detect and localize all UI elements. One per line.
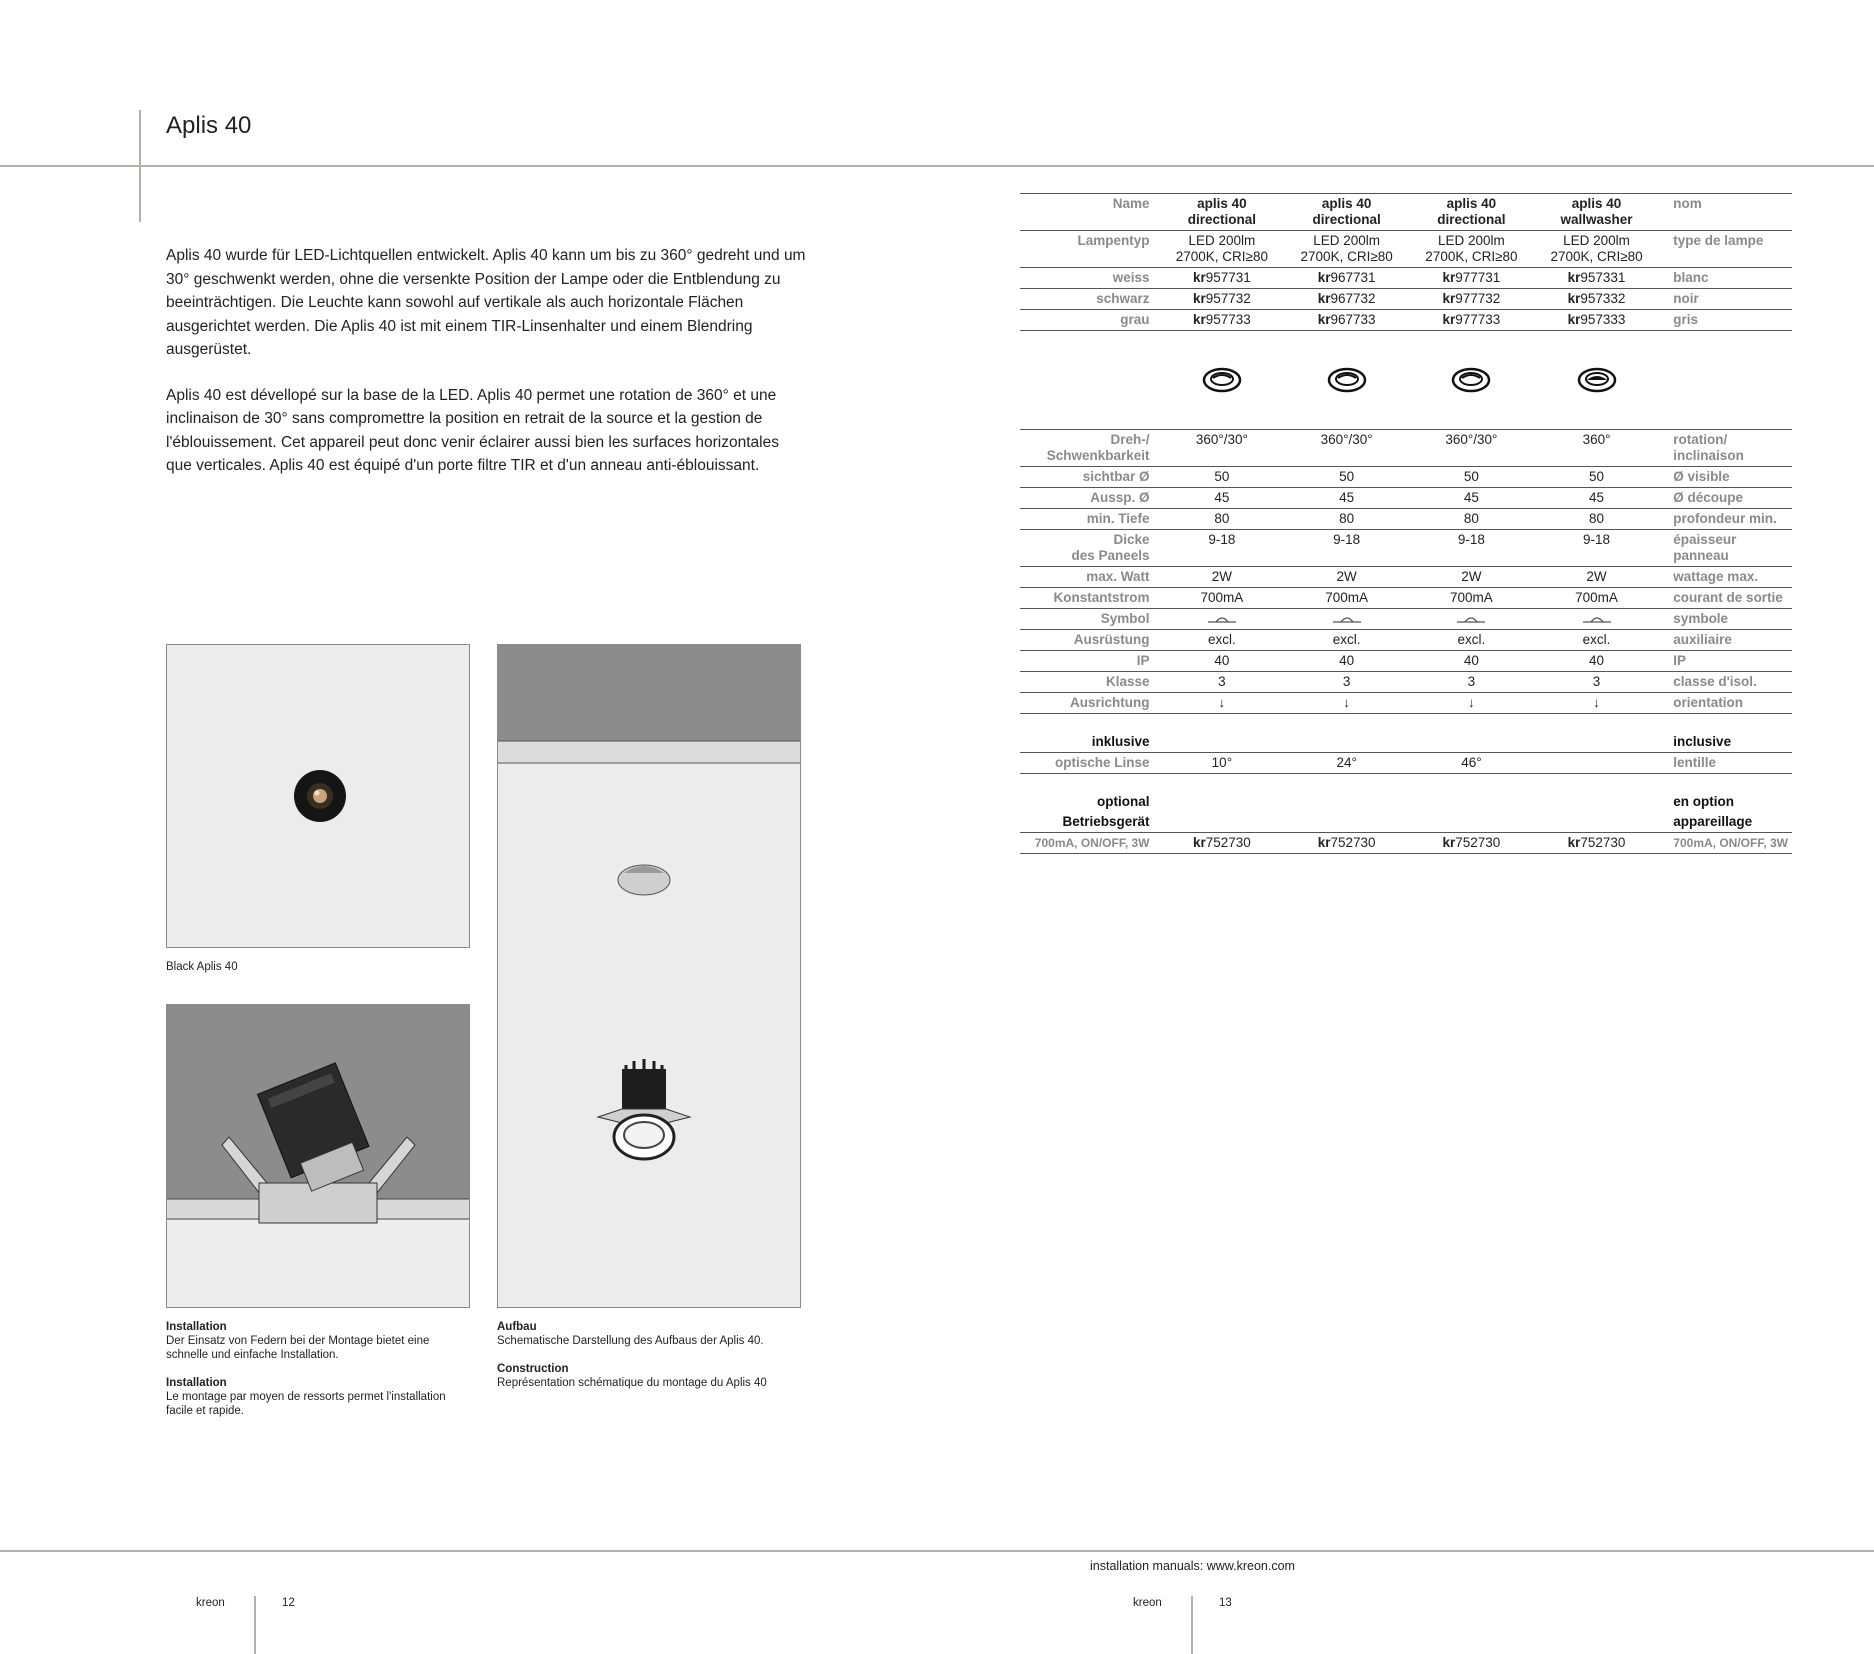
row-lamp-fr: type de lampe xyxy=(1659,231,1792,268)
installation-illustration xyxy=(166,1004,470,1308)
row-spec-fr: Ø découpe xyxy=(1659,488,1792,509)
row-spec-value: 3 xyxy=(1409,672,1534,693)
row-spec-value: 40 xyxy=(1284,651,1409,672)
row-spec-value: 45 xyxy=(1284,488,1409,509)
row-code-grau xyxy=(1020,310,1792,331)
row-spec-value: excl. xyxy=(1534,630,1660,651)
page-title: Aplis 40 xyxy=(166,112,252,139)
row-name-value: aplis 40 directional xyxy=(1160,194,1285,231)
down-arrow-icon: ↓ xyxy=(1284,693,1409,714)
construction-text-de: Schematische Darstellung des Aufbaus der Aplis 40. xyxy=(497,1335,764,1347)
row-optional-value xyxy=(1409,792,1534,812)
installation-drawing-icon xyxy=(167,1005,469,1307)
row-spec-value: 50 xyxy=(1160,467,1285,488)
row-spec xyxy=(1020,467,1792,488)
icon-spacer-fr xyxy=(1659,331,1792,430)
bottom-rule xyxy=(0,1550,1874,1552)
row-spec-value: 700mA xyxy=(1534,588,1660,609)
luminaire-icon xyxy=(1409,331,1534,430)
row-symbol xyxy=(1020,609,1792,630)
row-lens-value: 46° xyxy=(1409,753,1534,774)
article-number: kr957732 xyxy=(1160,289,1285,310)
row-lens xyxy=(1020,753,1792,774)
row-spec-value: 2W xyxy=(1284,567,1409,588)
row-orientation xyxy=(1020,693,1792,714)
down-arrow-icon: ↓ xyxy=(1409,693,1534,714)
article-number: kr957332 xyxy=(1534,289,1660,310)
row-optional xyxy=(1020,792,1792,812)
construction-drawing-icon xyxy=(498,645,800,1307)
row-spec-value: 9-18 xyxy=(1534,530,1660,567)
row-spec xyxy=(1020,588,1792,609)
row-inclusive-value xyxy=(1160,732,1285,753)
row-driver-article xyxy=(1020,833,1792,854)
row-code-schwarz xyxy=(1020,289,1792,310)
product-photo xyxy=(166,644,470,948)
row-spec xyxy=(1020,672,1792,693)
row-spec-label: max. Watt xyxy=(1020,567,1160,588)
row-name-value: aplis 40 directional xyxy=(1409,194,1534,231)
row-spec-label: Konstantstrom xyxy=(1020,588,1160,609)
row-name-label: Name xyxy=(1020,194,1160,231)
article-number: kr957733 xyxy=(1160,310,1285,331)
row-lamp-value: LED 200lm 2700K, CRI≥80 xyxy=(1534,231,1660,268)
row-driver-label: Betriebsgerät xyxy=(1020,812,1160,833)
recessed-symbol-icon xyxy=(1582,613,1612,625)
article-number: kr957333 xyxy=(1534,310,1660,331)
row-inclusive xyxy=(1020,732,1792,753)
row-spec-value: 9-18 xyxy=(1160,530,1285,567)
row-spec-label: Aussp. Ø xyxy=(1020,488,1160,509)
row-code-schwarz-fr: noir xyxy=(1659,289,1792,310)
row-spec xyxy=(1020,630,1792,651)
row-name-fr: nom xyxy=(1659,194,1792,231)
row-spec-value: 360°/30° xyxy=(1284,430,1409,467)
footer-manuals: installation manuals: www.kreon.com xyxy=(1090,1559,1295,1573)
row-inclusive-value xyxy=(1534,732,1660,753)
row-spec xyxy=(1020,488,1792,509)
luminaire-photo-icon xyxy=(167,645,469,947)
row-spec-value: 3 xyxy=(1160,672,1285,693)
row-spec-value: 80 xyxy=(1160,509,1285,530)
row-spec-value: 360°/30° xyxy=(1160,430,1285,467)
installation-title-fr: Installation xyxy=(166,1377,227,1389)
article-number: kr977733 xyxy=(1409,310,1534,331)
top-rule xyxy=(0,165,1874,167)
row-spec-value: 9-18 xyxy=(1409,530,1534,567)
row-orientation-fr: orientation xyxy=(1659,693,1792,714)
row-spec-value: 40 xyxy=(1534,651,1660,672)
row-spec-value: 80 xyxy=(1534,509,1660,530)
recessed-symbol-icon xyxy=(1332,613,1362,625)
row-lens-value xyxy=(1534,753,1660,774)
row-driver-fr: appareillage xyxy=(1659,812,1792,833)
row-spec-value: 3 xyxy=(1534,672,1660,693)
construction-title-fr: Construction xyxy=(497,1363,569,1375)
article-number: kr752730 xyxy=(1534,833,1660,854)
down-arrow-icon: ↓ xyxy=(1534,693,1660,714)
footer-divider-left xyxy=(254,1596,256,1654)
row-spec xyxy=(1020,530,1792,567)
row-spec xyxy=(1020,651,1792,672)
row-lens-value: 24° xyxy=(1284,753,1409,774)
luminaire-icon xyxy=(1284,331,1409,430)
luminaire-icon xyxy=(1534,331,1660,430)
article-number: kr977731 xyxy=(1409,268,1534,289)
row-spec-value: 9-18 xyxy=(1284,530,1409,567)
row-spec-value: 2W xyxy=(1409,567,1534,588)
row-inclusive-label: inklusive xyxy=(1020,732,1160,753)
description xyxy=(166,244,806,500)
description-de: Aplis 40 wurde für LED-Lichtquellen entwickelt. Aplis 40 kann um bis zu 360° gedreht und um 30° geschwenkt werden, ohne die versenkte Position der Lampe oder die Entblendung zu beeinträchtigen. Die Leuchte kann sowohl auf vertikale als auch horizontale Flächen ausgerichtet werden. Die Aplis 40 ist mit einem TIR-Linsenhalter und einem Blendring ausgerüstet. xyxy=(166,247,806,358)
row-spec-value: 700mA xyxy=(1284,588,1409,609)
row-spec-value: 45 xyxy=(1409,488,1534,509)
spec-table xyxy=(1020,193,1792,854)
row-code-weiss-label: weiss xyxy=(1020,268,1160,289)
construction-text-fr: Représentation schématique du montage du Aplis 40 xyxy=(497,1377,767,1389)
article-number: kr752730 xyxy=(1409,833,1534,854)
row-spec-value: 3 xyxy=(1284,672,1409,693)
footer-left-page: 12 xyxy=(282,1597,295,1609)
symbol-icon xyxy=(1534,609,1660,630)
row-lamp xyxy=(1020,231,1792,268)
row-optional-value xyxy=(1160,792,1285,812)
footer-left-brand: kreon xyxy=(196,1597,225,1609)
article-number: kr967731 xyxy=(1284,268,1409,289)
installation-title-de: Installation xyxy=(166,1321,227,1333)
row-spec-value: 2W xyxy=(1160,567,1285,588)
row-inclusive-value xyxy=(1409,732,1534,753)
row-lens-value: 10° xyxy=(1160,753,1285,774)
row-symbol-fr: symbole xyxy=(1659,609,1792,630)
row-orientation-label: Ausrichtung xyxy=(1020,693,1160,714)
row-spec-label: Dreh-/ Schwenkbarkeit xyxy=(1020,430,1160,467)
installation-text-de: Der Einsatz von Federn bei der Montage bietet eine schnelle und einfache Installation. xyxy=(166,1335,430,1361)
row-luminaire-icons xyxy=(1020,331,1792,430)
row-spec-fr: épaisseur panneau xyxy=(1659,530,1792,567)
row-spec-value: 45 xyxy=(1534,488,1660,509)
row-spec-value: 360° xyxy=(1534,430,1660,467)
row-code-weiss xyxy=(1020,268,1792,289)
row-spec-fr: Ø visible xyxy=(1659,467,1792,488)
row-name xyxy=(1020,194,1792,231)
row-spec-value: excl. xyxy=(1284,630,1409,651)
row-driver-value xyxy=(1160,812,1285,833)
symbol-icon xyxy=(1284,609,1409,630)
row-spec-value: 40 xyxy=(1409,651,1534,672)
row-lamp-label: Lampentyp xyxy=(1020,231,1160,268)
row-spec-value: 360°/30° xyxy=(1409,430,1534,467)
photo-caption: Black Aplis 40 xyxy=(166,961,238,973)
symbol-icon xyxy=(1160,609,1285,630)
directional-icon xyxy=(1451,366,1491,394)
article-number: kr967732 xyxy=(1284,289,1409,310)
row-code-grau-label: grau xyxy=(1020,310,1160,331)
row-spec-fr: profondeur min. xyxy=(1659,509,1792,530)
row-spec-fr: wattage max. xyxy=(1659,567,1792,588)
row-spec-label: sichtbar Ø xyxy=(1020,467,1160,488)
row-symbol-label: Symbol xyxy=(1020,609,1160,630)
spacer xyxy=(1020,714,1792,733)
down-arrow-icon: ↓ xyxy=(1160,693,1285,714)
article-number: kr977732 xyxy=(1409,289,1534,310)
row-driver-value xyxy=(1534,812,1660,833)
row-spec-fr: auxiliaire xyxy=(1659,630,1792,651)
row-lens-fr: lentille xyxy=(1659,753,1792,774)
construction-title-de: Aufbau xyxy=(497,1321,537,1333)
row-spec xyxy=(1020,430,1792,467)
luminaire-icon xyxy=(1160,331,1285,430)
row-optional-value xyxy=(1284,792,1409,812)
title-marker-line xyxy=(139,110,141,222)
row-spec-value: 80 xyxy=(1409,509,1534,530)
row-spec-fr: classe d'isol. xyxy=(1659,672,1792,693)
spacer xyxy=(1020,774,1792,793)
installation-caption xyxy=(166,1320,466,1432)
icon-spacer xyxy=(1020,331,1160,430)
row-optional-label: optional xyxy=(1097,794,1150,809)
row-spec-fr: IP xyxy=(1659,651,1792,672)
directional-icon xyxy=(1327,366,1367,394)
row-code-schwarz-label: schwarz xyxy=(1020,289,1160,310)
row-optional-value xyxy=(1534,792,1660,812)
row-inclusive-fr: inclusive xyxy=(1659,732,1792,753)
row-spec-fr: courant de sortie xyxy=(1659,588,1792,609)
row-spec-value: 700mA xyxy=(1160,588,1285,609)
footer-divider-right xyxy=(1191,1596,1193,1654)
symbol-icon xyxy=(1409,609,1534,630)
footer-right-page: 13 xyxy=(1219,1597,1232,1609)
article-number: kr752730 xyxy=(1160,833,1285,854)
article-number: kr957731 xyxy=(1160,268,1285,289)
article-number: kr752730 xyxy=(1284,833,1409,854)
row-spec-value: 50 xyxy=(1409,467,1534,488)
row-spec-label: Ausrüstung xyxy=(1020,630,1160,651)
row-name-value: aplis 40 directional xyxy=(1284,194,1409,231)
row-spec-value: 50 xyxy=(1284,467,1409,488)
row-spec-label: IP xyxy=(1020,651,1160,672)
construction-illustration xyxy=(497,644,801,1308)
row-spec-value: 50 xyxy=(1534,467,1660,488)
row-name-value: aplis 40 wallwasher xyxy=(1534,194,1660,231)
row-spec-value: 700mA xyxy=(1409,588,1534,609)
row-spec-value: 80 xyxy=(1284,509,1409,530)
row-spec-value: excl. xyxy=(1160,630,1285,651)
footer-right-brand: kreon xyxy=(1133,1597,1162,1609)
row-optional-fr: en option xyxy=(1673,794,1735,809)
construction-caption xyxy=(497,1320,797,1404)
article-number: kr967733 xyxy=(1284,310,1409,331)
wallwasher-icon xyxy=(1577,366,1617,394)
installation-text-fr: Le montage par moyen de ressorts permet l'installation facile et rapide. xyxy=(166,1391,446,1417)
row-lens-label: optische Linse xyxy=(1020,753,1160,774)
row-driver xyxy=(1020,812,1792,833)
row-driver-article-fr: 700mA, ON/OFF, 3W xyxy=(1659,833,1792,854)
row-driver-value xyxy=(1284,812,1409,833)
row-driver-article-label: 700mA, ON/OFF, 3W xyxy=(1020,833,1160,854)
row-spec-label: min. Tiefe xyxy=(1020,509,1160,530)
row-spec xyxy=(1020,567,1792,588)
row-code-grau-fr: gris xyxy=(1659,310,1792,331)
row-lamp-value: LED 200lm 2700K, CRI≥80 xyxy=(1284,231,1409,268)
row-spec-value: 45 xyxy=(1160,488,1285,509)
directional-icon xyxy=(1202,366,1242,394)
article-number: kr957331 xyxy=(1534,268,1660,289)
recessed-symbol-icon xyxy=(1456,613,1486,625)
row-code-weiss-fr: blanc xyxy=(1659,268,1792,289)
row-lamp-value: LED 200lm 2700K, CRI≥80 xyxy=(1409,231,1534,268)
row-spec-value: excl. xyxy=(1409,630,1534,651)
row-spec-fr: rotation/ inclinaison xyxy=(1659,430,1792,467)
row-spec-value: 40 xyxy=(1160,651,1285,672)
row-inclusive-value xyxy=(1284,732,1409,753)
row-spec xyxy=(1020,509,1792,530)
description-fr: Aplis 40 est dévellopé sur la base de la LED. Aplis 40 permet une rotation de 360° et une inclinaison de 30° sans compromettre la position en retrait de la source et la gestion de l'éblouissement. Cet appareil peut donc venir éclairer aussi bien les surfaces horizontales que verticales. Aplis 40 est équipé d'un porte filtre TIR et d'un anneau anti-éblouissant. xyxy=(166,386,779,474)
row-spec-value: 2W xyxy=(1534,567,1660,588)
recessed-symbol-icon xyxy=(1207,613,1237,625)
row-spec-label: Klasse xyxy=(1020,672,1160,693)
row-spec-label: Dicke des Paneels xyxy=(1020,530,1160,567)
row-lamp-value: LED 200lm 2700K, CRI≥80 xyxy=(1160,231,1285,268)
row-driver-value xyxy=(1409,812,1534,833)
